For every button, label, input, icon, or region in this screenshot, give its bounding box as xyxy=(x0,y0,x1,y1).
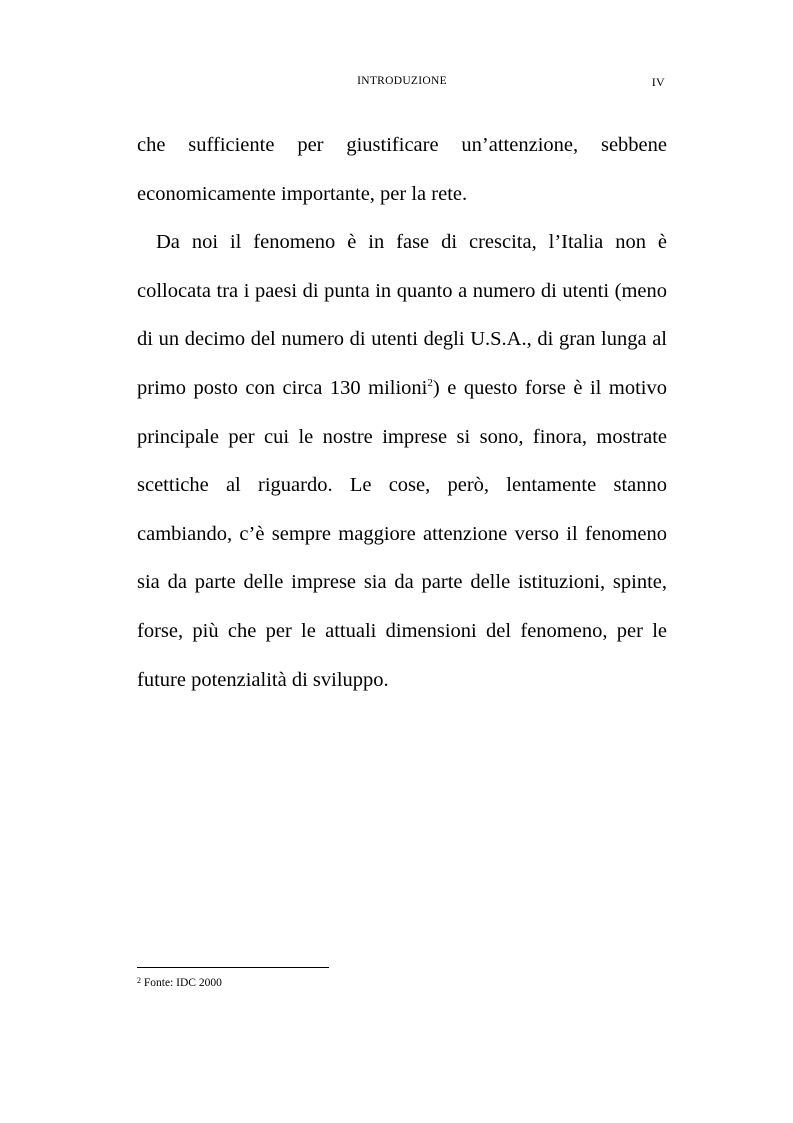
paragraph-text: Da noi il fenomeno è in fase di crescita, l’Italia non è collocata tra i paesi di punta in quanto a numero di utenti (meno di un decimo del numero di utenti degli U.S.A., di gran lunga al primo posto con circa 130 milioni xyxy=(137,231,667,399)
footnote-marker: 2 xyxy=(137,976,141,985)
footnote xyxy=(137,976,222,990)
paragraph xyxy=(137,218,667,704)
chapter-title: INTRODUZIONE xyxy=(357,75,447,87)
running-header xyxy=(137,75,667,91)
footnote-reference: 2 xyxy=(427,377,433,390)
page-number: IV xyxy=(651,75,665,89)
paragraph-continuation: che sufficiente per giustificare un’attenzione, sebbene economicamente importante, per la rete. xyxy=(137,134,667,205)
paragraph-text-continued: ) e questo forse è il motivo principale per cui le nostre imprese si sono, finora, mostrate scettiche al riguardo. Le cose, però, lentamente stanno cambiando, c’è sempre maggiore attenzione verso il fenomeno sia da parte delle imprese sia da parte delle istituzioni, spinte, forse, più che per le attuali dimensioni del fenomeno, per le future potenzialità di sviluppo. xyxy=(137,376,667,691)
body-text xyxy=(137,121,667,704)
footnote-text: Fonte: IDC 2000 xyxy=(141,977,222,989)
footnote-separator xyxy=(137,967,329,968)
